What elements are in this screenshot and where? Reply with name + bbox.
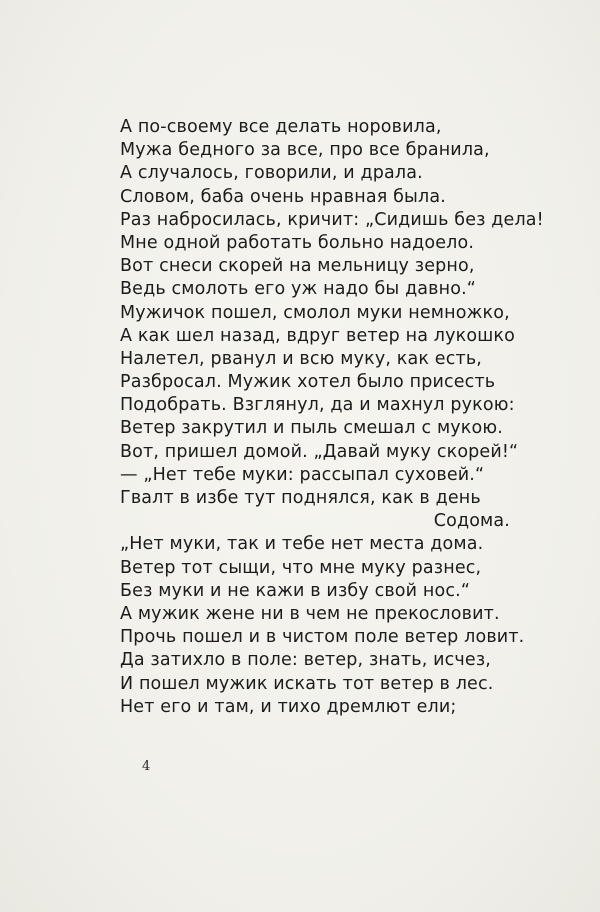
poem-line: Да затихло в поле: ветер, знать, исчез, <box>120 650 491 671</box>
poem-line: „Нет муки, так и тебе нет места дома. <box>120 534 484 555</box>
poem-line: Ведь смолоть его уж надо бы давно.“ <box>120 279 477 300</box>
poem-line: Ветер тот сыщи, что мне муку разнес, <box>120 557 482 578</box>
poem-line: Вот снеси скорей на мельницу зерно, <box>120 256 475 277</box>
poem-line: — „Нет тебе муки: рассыпал суховей.“ <box>120 464 485 485</box>
page-number: 4 <box>142 759 151 774</box>
poem-line: Налетел, рванул и всю муку, как есть, <box>120 348 483 369</box>
poem-line-continuation: Содома. <box>433 511 510 532</box>
poem-line: А по-своему все делать норовила, <box>120 117 442 137</box>
poem-line: Нет его и там, и тихо дремлют ели; <box>120 696 457 717</box>
poem-line: Ветер закрутил и пыль смешал с мукою. <box>120 418 503 439</box>
poem-line: Гвалт в избе тут поднялся, как в день <box>120 488 481 508</box>
poem-line: Прочь пошел и в чистом поле ветер ловит. <box>120 627 525 648</box>
poem-line: А как шел назад, вдруг ветер на лукошко <box>120 325 515 346</box>
poem-line: Мужичок пошел, смолол муки немножко, <box>120 302 510 323</box>
poem-text <box>120 116 544 719</box>
poem-line: Разбросал. Мужик хотел было присесть <box>120 372 496 393</box>
poem-line: Раз набросилась, кричит: „Сидишь без дела! <box>120 209 544 230</box>
poem-line: А мужик жене ни в чем не прекословит. <box>120 603 500 624</box>
poem-line: Без муки и не кажи в избу свой нос.“ <box>120 580 471 601</box>
poem-line: А случалось, говорили, и драла. <box>120 163 423 184</box>
poem-line: И пошел мужик искать тот ветер в лес. <box>120 673 494 694</box>
poem-line: Словом, баба очень нравная была. <box>120 186 446 207</box>
poem-line: Мужа бедного за все, про все бранила, <box>120 140 490 161</box>
poem-line: Вот, пришел домой. „Давай муку скорей!“ <box>120 441 519 462</box>
poem-line: Подобрать. Взглянул, да и махнул рукою: <box>120 395 515 416</box>
poem-line: Мне одной работать больно надоело. <box>120 232 475 253</box>
